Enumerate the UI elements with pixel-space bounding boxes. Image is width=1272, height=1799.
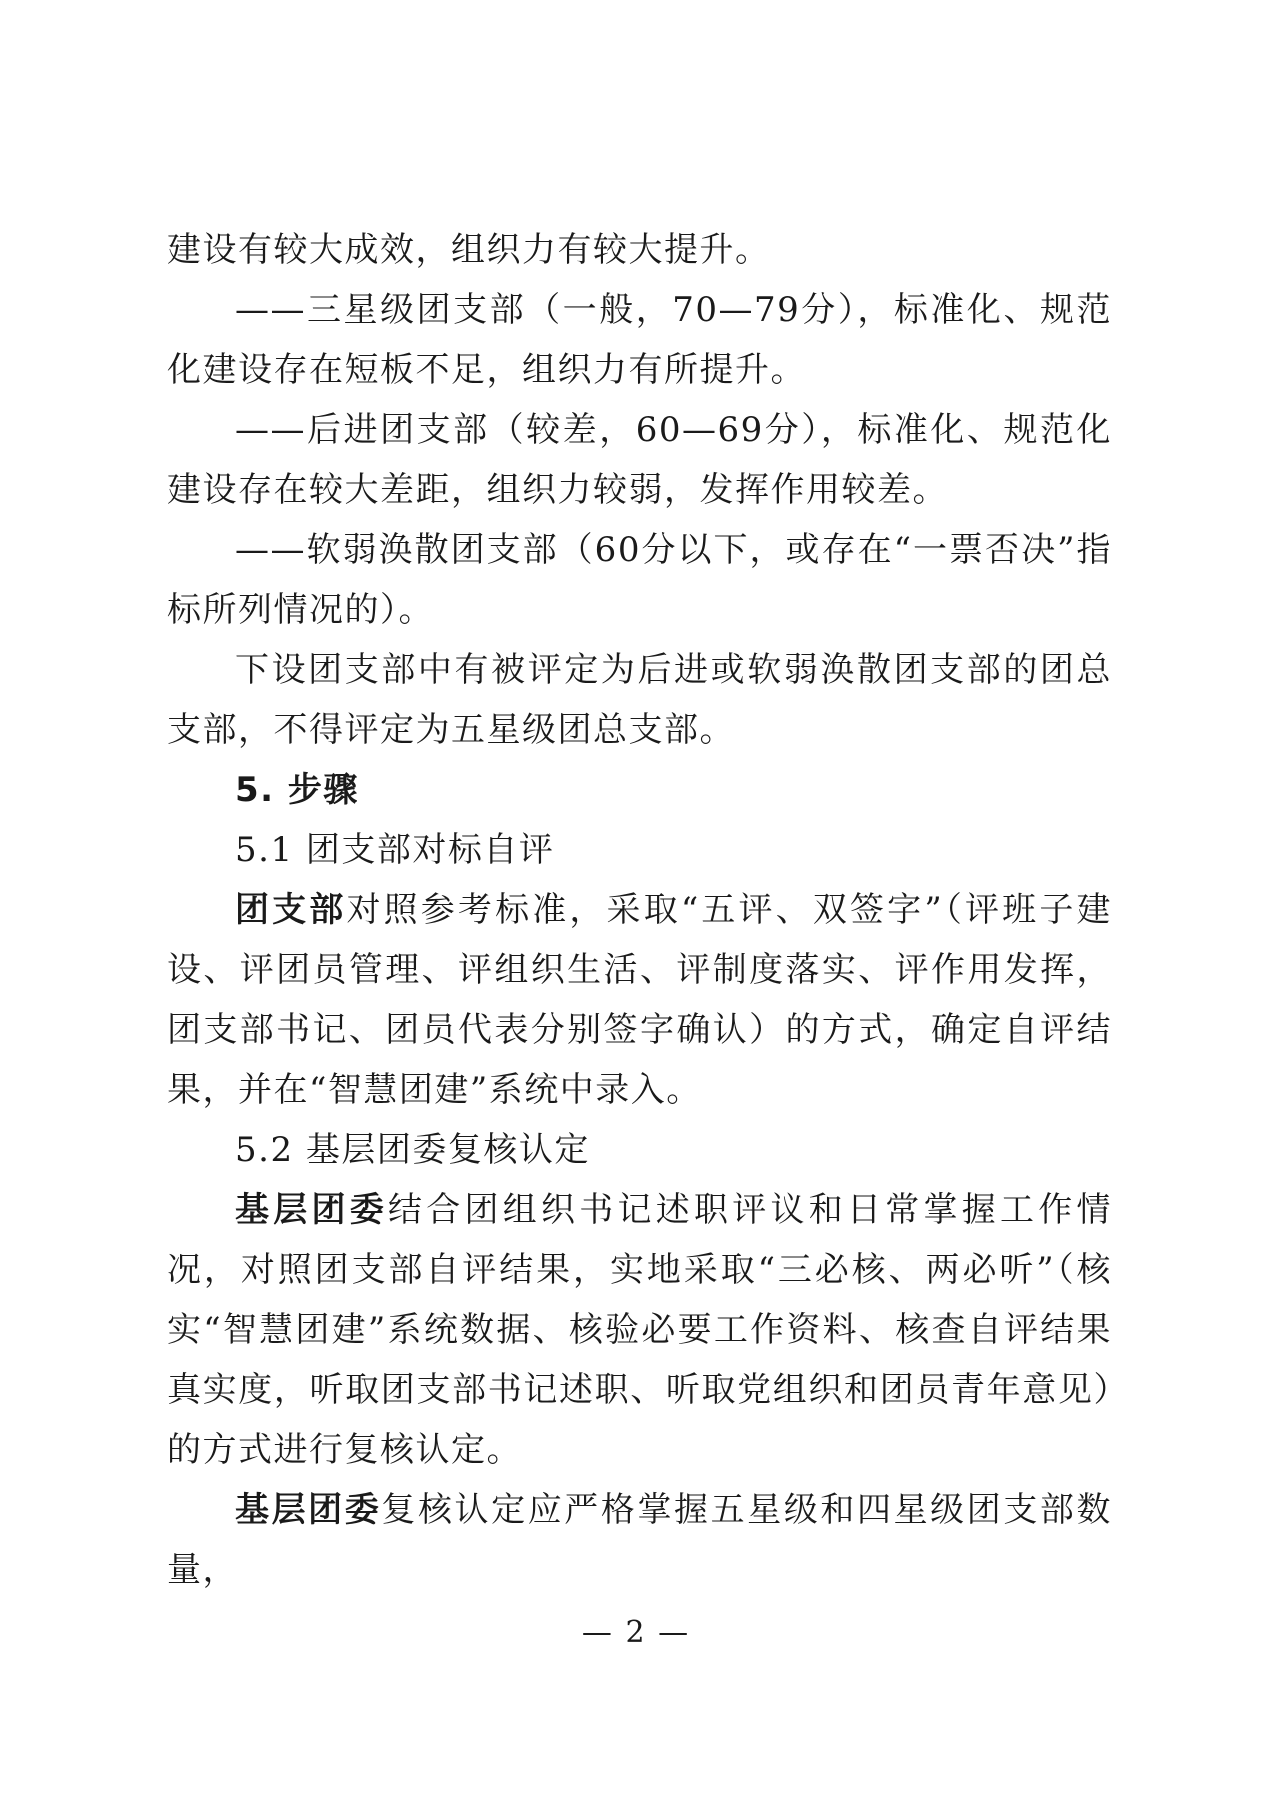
paragraph-continuation: 建设有较大成效，组织力有较大提升。: [167, 230, 771, 270]
paragraph-lagging: ——后进团支部（较差，60—69分），标准化、规范化建设存在较大差距，组织力较弱，发挥作用较差。: [167, 410, 1112, 510]
paragraph-general-branch-rule: 下设团支部中有被评定为后进或软弱涣散团支部的团总支部，不得评定为五星级团总支部。: [167, 650, 1112, 750]
paragraph-three-star: ——三星级团支部（一般，70—79分），标准化、规范化建设存在短板不足，组织力有所提升。: [167, 290, 1112, 390]
paragraph-body: 复核认定应严格掌握五星级和四星级团支部数量，: [167, 1490, 1113, 1590]
paragraph-review: [167, 1180, 1112, 1480]
paragraph-body: 结合团组织书记述职评议和日常掌握工作情况，对照团支部自评结果，实地采取“三必核、两必听”（核实“智慧团建”系统数据、核验必要工作资料、核查自评结果真实度，听取团支部书记述职、听取党组织和团员青年意见）的方式进行复核认定。: [167, 1190, 1112, 1470]
subsection-heading-5-2: 5.2 基层团委复核认定: [235, 1130, 590, 1170]
paragraph-weak: ——软弱涣散团支部（60分以下，或存在“一票否决”指标所列情况的）。: [167, 530, 1112, 630]
subsection-heading-5-1: 5.1 团支部对标自评: [235, 830, 555, 870]
page-number: — 2 —: [581, 1615, 691, 1650]
bold-lead-committee: 基层团委: [235, 1190, 388, 1230]
section-heading-steps: 5. 步骤: [235, 770, 359, 810]
paragraph-review-quota: [167, 1480, 1112, 1600]
bold-lead-committee: 基层团委: [235, 1490, 382, 1530]
paragraph-body: 对照参考标准，采取“五评、双签字”（评班子建设、评团员管理、评组织生活、评制度落实、评作用发挥，团支部书记、团员代表分别签字确认）的方式，确定自评结果，并在“智慧团建”系统中录入。: [167, 890, 1112, 1110]
bold-lead-branch: 团支部: [235, 890, 347, 930]
document-body: [167, 220, 1112, 1600]
paragraph-self-evaluation: [167, 880, 1112, 1120]
